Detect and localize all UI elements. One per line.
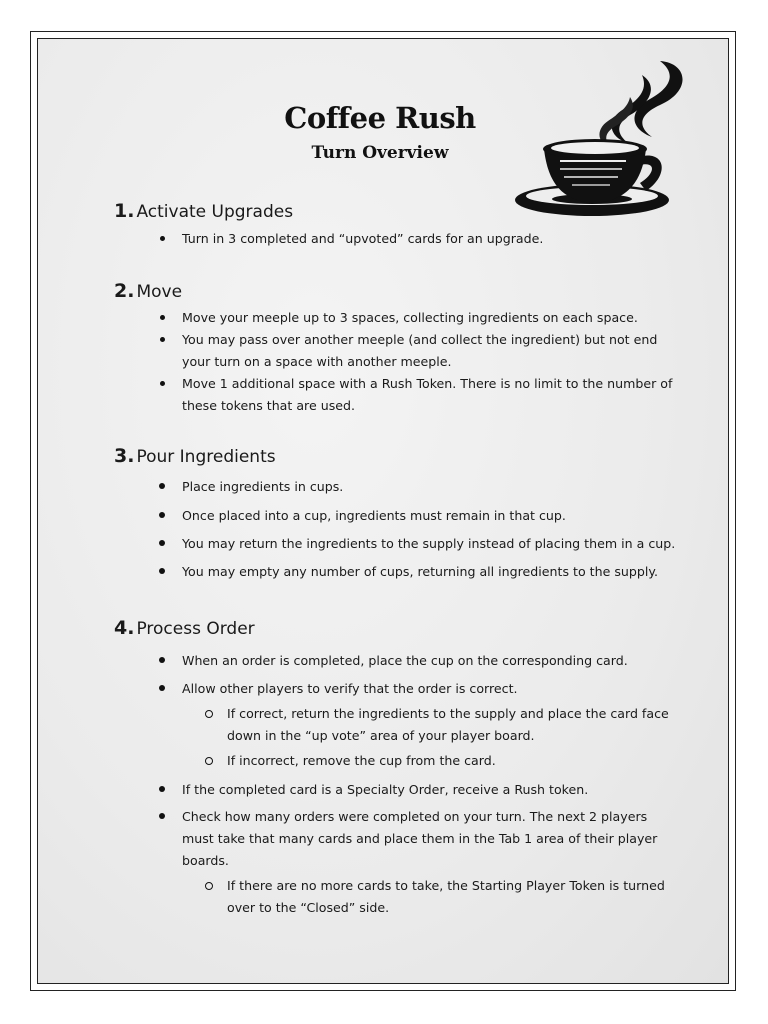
list-item-text: Turn in 3 completed and “upvoted” cards for an upgrade.: [182, 231, 544, 246]
list-item: [114, 650, 682, 672]
list-item-text: If correct, return the ingredients to the supply and place the card face down in the “up vote” area of your player board.: [227, 706, 669, 743]
coffee-cup-icon: [510, 53, 700, 223]
page-border-outer: [30, 31, 736, 991]
list-item-text: Place ingredients in cups.: [182, 479, 344, 494]
list-item: [114, 476, 682, 498]
list-item-text: If there are no more cards to take, the Starting Player Token is turned over to the “Closed” side.: [227, 878, 665, 915]
bullet-icon: [159, 813, 165, 819]
section-2: [114, 280, 682, 417]
list-item: [114, 779, 682, 801]
hollow-bullet-icon: [205, 757, 213, 765]
list-item-text: You may pass over another meeple (and collect the ingredient) but not end your turn on a space with another meeple.: [182, 332, 658, 369]
section-title: Pour Ingredients: [136, 447, 276, 467]
page-subtitle: Turn Overview: [311, 143, 449, 163]
hollow-bullet-icon: [205, 710, 213, 718]
bullet-icon: [160, 381, 165, 386]
bullet-icon: [160, 236, 165, 241]
section-heading: [114, 617, 682, 640]
list-item-text: You may return the ingredients to the supply instead of placing them in a cup.: [182, 536, 676, 551]
section-1: [114, 200, 682, 250]
list-item: [114, 373, 682, 417]
list-item: [114, 307, 682, 329]
section-title: Activate Upgrades: [136, 202, 294, 222]
section-title: Move: [136, 282, 183, 302]
list-item-text: Move your meeple up to 3 spaces, collecting ingredients on each space.: [182, 310, 638, 325]
section-heading: [114, 280, 682, 303]
list-item: [114, 505, 682, 527]
sub-list-item: [182, 750, 682, 772]
section-4: [114, 617, 682, 919]
section-number: 3.: [114, 445, 135, 467]
bullet-icon: [160, 337, 165, 342]
list-item-text: Check how many orders were completed on your turn. The next 2 players must take that many cards and place them in the Tab 1 area of their player boards.: [182, 809, 658, 868]
list-item-text: You may empty any number of cups, returning all ingredients to the supply.: [182, 564, 659, 579]
bullet-icon: [159, 657, 165, 663]
section-heading: [114, 445, 682, 468]
section-3: [114, 445, 682, 583]
bullet-icon: [159, 685, 165, 691]
bullet-icon: [159, 786, 165, 792]
list-item: [114, 806, 682, 919]
bullet-icon: [159, 540, 165, 546]
list-item-text: Once placed into a cup, ingredients must remain in that cup.: [182, 508, 566, 523]
list-item: [114, 678, 682, 772]
list-item: [114, 228, 682, 250]
hollow-bullet-icon: [205, 882, 213, 890]
list-item-text: Move 1 additional space with a Rush Token. There is no limit to the number of these tokens that are used.: [182, 376, 673, 413]
section-number: 4.: [114, 617, 135, 639]
list-item-text: If the completed card is a Specialty Order, receive a Rush token.: [182, 782, 589, 797]
list-item: [114, 533, 682, 555]
bullet-icon: [159, 512, 165, 518]
section-number: 1.: [114, 200, 135, 222]
sub-list-item: [182, 875, 682, 919]
list-item: [114, 329, 682, 373]
section-heading: [114, 200, 682, 223]
list-item-text: Allow other players to verify that the order is correct.: [182, 681, 518, 696]
section-number: 2.: [114, 280, 135, 302]
page-border-inner: [37, 38, 729, 984]
bullet-icon: [160, 315, 165, 320]
bullet-icon: [159, 483, 165, 489]
list-item: [114, 561, 682, 583]
page-title: Coffee Rush: [284, 101, 476, 135]
list-item-text: If incorrect, remove the cup from the card.: [227, 753, 496, 768]
bullet-icon: [159, 568, 165, 574]
sub-list-item: [182, 703, 682, 747]
list-item-text: When an order is completed, place the cup on the corresponding card.: [182, 653, 628, 668]
section-title: Process Order: [136, 619, 255, 639]
